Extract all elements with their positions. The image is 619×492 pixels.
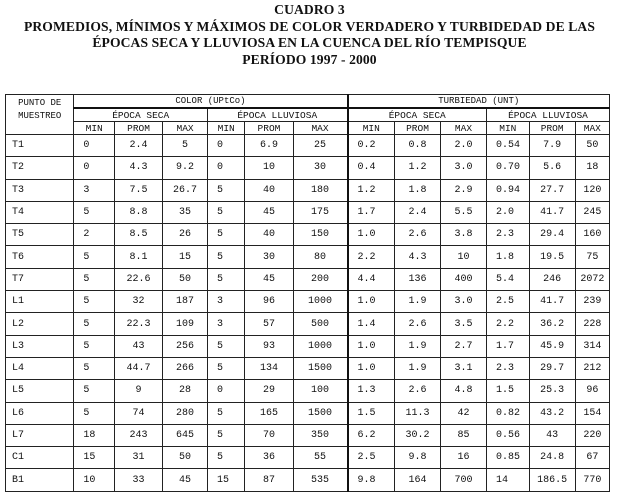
punto-header [6, 95, 74, 135]
value-cell: 67 [575, 447, 609, 469]
value-cell: 4.8 [441, 380, 487, 402]
value-cell: 2.5 [486, 291, 529, 313]
punto-line-1: PUNTO DE [18, 98, 62, 108]
col-prom: PROM [529, 122, 575, 135]
value-cell: 4.3 [395, 246, 441, 268]
value-cell: 3 [74, 179, 115, 201]
value-cell: 1.7 [348, 201, 395, 223]
col-min: MIN [74, 122, 115, 135]
value-cell: 0.54 [486, 135, 529, 157]
table-row [6, 335, 610, 357]
value-cell: 1.7 [486, 335, 529, 357]
punto-cell: T7 [6, 268, 74, 290]
value-cell: 0.8 [395, 135, 441, 157]
value-cell: 246 [529, 268, 575, 290]
value-cell: 3.1 [441, 357, 487, 379]
col-prom: PROM [115, 122, 163, 135]
table-row [6, 157, 610, 179]
value-cell: 228 [575, 313, 609, 335]
value-cell: 212 [575, 357, 609, 379]
table-row [6, 469, 610, 491]
value-cell: 187 [163, 291, 208, 313]
value-cell: 0.70 [486, 157, 529, 179]
value-cell: 8.5 [115, 224, 163, 246]
punto-cell: T1 [6, 135, 74, 157]
value-cell: 1000 [293, 335, 348, 357]
value-cell: 42 [441, 402, 487, 424]
value-cell: 1500 [293, 402, 348, 424]
value-cell: 74 [115, 402, 163, 424]
value-cell: 3.0 [441, 291, 487, 313]
caption-number: CUADRO 3 [274, 2, 345, 17]
value-cell: 3.8 [441, 224, 487, 246]
table-body [6, 135, 610, 492]
value-cell: 30.2 [395, 424, 441, 446]
value-cell: 2.5 [348, 447, 395, 469]
value-cell: 2.7 [441, 335, 487, 357]
value-cell: 1.8 [395, 179, 441, 201]
value-cell: 0.85 [486, 447, 529, 469]
value-cell: 150 [293, 224, 348, 246]
value-cell: 350 [293, 424, 348, 446]
value-cell: 5 [208, 402, 245, 424]
value-cell: 5 [74, 291, 115, 313]
color-seca-header: ÉPOCA SECA [74, 108, 208, 122]
value-cell: 1.0 [348, 291, 395, 313]
value-cell: 45 [163, 469, 208, 491]
table-row [6, 447, 610, 469]
value-cell: 2.3 [486, 357, 529, 379]
value-cell: 186.5 [529, 469, 575, 491]
value-cell: 175 [293, 201, 348, 223]
value-cell: 1.5 [348, 402, 395, 424]
value-cell: 3 [208, 291, 245, 313]
value-cell: 2.4 [395, 201, 441, 223]
value-cell: 9.8 [348, 469, 395, 491]
value-cell: 0 [208, 157, 245, 179]
value-cell: 1.2 [348, 179, 395, 201]
value-cell: 280 [163, 402, 208, 424]
value-cell: 2 [74, 224, 115, 246]
value-cell: 45 [245, 268, 293, 290]
value-cell: 15 [74, 447, 115, 469]
value-cell: 1000 [293, 291, 348, 313]
col-prom: PROM [245, 122, 293, 135]
table-row [6, 268, 610, 290]
value-cell: 40 [245, 179, 293, 201]
turbiedad-header: TURBIEDAD (UNT) [348, 95, 610, 109]
value-cell: 5 [208, 447, 245, 469]
value-cell: 5 [208, 335, 245, 357]
value-cell: 1500 [293, 357, 348, 379]
col-max: MAX [575, 122, 609, 135]
value-cell: 5 [74, 380, 115, 402]
value-cell: 10 [245, 157, 293, 179]
value-cell: 75 [575, 246, 609, 268]
value-cell: 5 [208, 201, 245, 223]
col-min: MIN [348, 122, 395, 135]
value-cell: 6.9 [245, 135, 293, 157]
punto-cell: B1 [6, 469, 74, 491]
punto-cell: T4 [6, 201, 74, 223]
value-cell: 0 [208, 135, 245, 157]
value-cell: 6.2 [348, 424, 395, 446]
table-row [6, 291, 610, 313]
punto-cell: T2 [6, 157, 74, 179]
value-cell: 29.4 [529, 224, 575, 246]
value-cell: 2.0 [441, 135, 487, 157]
value-cell: 18 [74, 424, 115, 446]
value-cell: 7.5 [115, 179, 163, 201]
value-cell: 266 [163, 357, 208, 379]
table-row [6, 313, 610, 335]
value-cell: 96 [575, 380, 609, 402]
value-cell: 1.0 [348, 335, 395, 357]
value-cell: 43 [529, 424, 575, 446]
value-cell: 5 [74, 357, 115, 379]
value-cell: 3 [208, 313, 245, 335]
value-cell: 41.7 [529, 201, 575, 223]
value-cell: 200 [293, 268, 348, 290]
value-cell: 5 [208, 357, 245, 379]
value-cell: 5 [208, 268, 245, 290]
value-cell: 31 [115, 447, 163, 469]
value-cell: 29 [245, 380, 293, 402]
value-cell: 50 [575, 135, 609, 157]
table-row [6, 424, 610, 446]
value-cell: 43 [115, 335, 163, 357]
value-cell: 45 [245, 201, 293, 223]
punto-line-2: MUESTREO [18, 111, 62, 121]
value-cell: 1.9 [395, 291, 441, 313]
color-header: COLOR (UPtCo) [74, 95, 348, 109]
value-cell: 85 [441, 424, 487, 446]
punto-cell: L2 [6, 313, 74, 335]
value-cell: 36.2 [529, 313, 575, 335]
value-cell: 70 [245, 424, 293, 446]
value-cell: 500 [293, 313, 348, 335]
value-cell: 2.6 [395, 380, 441, 402]
value-cell: 9.8 [395, 447, 441, 469]
value-cell: 22.6 [115, 268, 163, 290]
value-cell: 43.2 [529, 402, 575, 424]
col-max: MAX [163, 122, 208, 135]
value-cell: 164 [395, 469, 441, 491]
table-caption [0, 2, 619, 68]
value-cell: 5 [74, 268, 115, 290]
value-cell: 314 [575, 335, 609, 357]
value-cell: 2.3 [486, 224, 529, 246]
value-cell: 0.82 [486, 402, 529, 424]
value-cell: 19.5 [529, 246, 575, 268]
value-cell: 4.3 [115, 157, 163, 179]
punto-cell: L7 [6, 424, 74, 446]
value-cell: 35 [163, 201, 208, 223]
value-cell: 770 [575, 469, 609, 491]
value-cell: 0.94 [486, 179, 529, 201]
header-row-1 [6, 95, 610, 109]
value-cell: 0 [74, 157, 115, 179]
value-cell: 9 [115, 380, 163, 402]
value-cell: 245 [575, 201, 609, 223]
punto-cell: T3 [6, 179, 74, 201]
value-cell: 2.9 [441, 179, 487, 201]
value-cell: 16 [441, 447, 487, 469]
col-max: MAX [293, 122, 348, 135]
value-cell: 18 [575, 157, 609, 179]
value-cell: 2.0 [486, 201, 529, 223]
value-cell: 25.3 [529, 380, 575, 402]
value-cell: 45.9 [529, 335, 575, 357]
value-cell: 5 [74, 335, 115, 357]
punto-cell: T6 [6, 246, 74, 268]
table-row [6, 246, 610, 268]
value-cell: 243 [115, 424, 163, 446]
value-cell: 1.5 [486, 380, 529, 402]
value-cell: 7.9 [529, 135, 575, 157]
value-cell: 57 [245, 313, 293, 335]
value-cell: 5 [208, 179, 245, 201]
value-cell: 2.2 [486, 313, 529, 335]
value-cell: 165 [245, 402, 293, 424]
header-row-3 [6, 122, 610, 135]
value-cell: 5 [74, 313, 115, 335]
turb-seca-header: ÉPOCA SECA [348, 108, 487, 122]
value-cell: 2.2 [348, 246, 395, 268]
caption-line-1: PROMEDIOS, MÍNIMOS Y MÁXIMOS DE COLOR VERDADERO Y TURBIDEDAD DE LAS [23, 18, 595, 34]
value-cell: 0.2 [348, 135, 395, 157]
table-row [6, 224, 610, 246]
table-row [6, 201, 610, 223]
punto-cell: L5 [6, 380, 74, 402]
value-cell: 160 [575, 224, 609, 246]
value-cell: 535 [293, 469, 348, 491]
value-cell: 5.6 [529, 157, 575, 179]
value-cell: 50 [163, 268, 208, 290]
col-max: MAX [441, 122, 487, 135]
value-cell: 30 [245, 246, 293, 268]
value-cell: 15 [163, 246, 208, 268]
value-cell: 1.9 [395, 335, 441, 357]
value-cell: 5.5 [441, 201, 487, 223]
value-cell: 14 [486, 469, 529, 491]
value-cell: 154 [575, 402, 609, 424]
value-cell: 0 [74, 135, 115, 157]
value-cell: 134 [245, 357, 293, 379]
value-cell: 2.6 [395, 224, 441, 246]
value-cell: 96 [245, 291, 293, 313]
color-lluviosa-header: ÉPOCA LLUVIOSA [208, 108, 348, 122]
value-cell: 32 [115, 291, 163, 313]
value-cell: 0.56 [486, 424, 529, 446]
value-cell: 5 [74, 402, 115, 424]
value-cell: 5 [208, 246, 245, 268]
caption-period: PERÍODO 1997 - 2000 [242, 51, 377, 67]
caption-line-2: ÉPOCAS SECA Y LLUVIOSA EN LA CUENCA DEL RÍO TEMPISQUE [92, 35, 527, 50]
value-cell: 3.5 [441, 313, 487, 335]
value-cell: 109 [163, 313, 208, 335]
table-row [6, 357, 610, 379]
value-cell: 10 [441, 246, 487, 268]
value-cell: 700 [441, 469, 487, 491]
value-cell: 1.2 [395, 157, 441, 179]
table-row [6, 179, 610, 201]
value-cell: 8.8 [115, 201, 163, 223]
col-min: MIN [486, 122, 529, 135]
value-cell: 28 [163, 380, 208, 402]
header-row-2 [6, 108, 610, 122]
value-cell: 40 [245, 224, 293, 246]
value-cell: 87 [245, 469, 293, 491]
value-cell: 15 [208, 469, 245, 491]
value-cell: 2.6 [395, 313, 441, 335]
value-cell: 645 [163, 424, 208, 446]
value-cell: 93 [245, 335, 293, 357]
value-cell: 4.4 [348, 268, 395, 290]
value-cell: 239 [575, 291, 609, 313]
punto-cell: L1 [6, 291, 74, 313]
value-cell: 3.0 [441, 157, 487, 179]
value-cell: 11.3 [395, 402, 441, 424]
turb-lluviosa-header: ÉPOCA LLUVIOSA [486, 108, 609, 122]
value-cell: 2.4 [115, 135, 163, 157]
punto-cell: L4 [6, 357, 74, 379]
punto-cell: L6 [6, 402, 74, 424]
punto-cell: L3 [6, 335, 74, 357]
value-cell: 5 [163, 135, 208, 157]
value-cell: 1.9 [395, 357, 441, 379]
value-cell: 220 [575, 424, 609, 446]
value-cell: 33 [115, 469, 163, 491]
value-cell: 1.0 [348, 357, 395, 379]
punto-cell: C1 [6, 447, 74, 469]
table-row [6, 135, 610, 157]
value-cell: 100 [293, 380, 348, 402]
value-cell: 80 [293, 246, 348, 268]
value-cell: 36 [245, 447, 293, 469]
value-cell: 120 [575, 179, 609, 201]
value-cell: 256 [163, 335, 208, 357]
value-cell: 10 [74, 469, 115, 491]
value-cell: 29.7 [529, 357, 575, 379]
value-cell: 400 [441, 268, 487, 290]
value-cell: 180 [293, 179, 348, 201]
col-min: MIN [208, 122, 245, 135]
value-cell: 5.4 [486, 268, 529, 290]
value-cell: 136 [395, 268, 441, 290]
value-cell: 44.7 [115, 357, 163, 379]
value-cell: 27.7 [529, 179, 575, 201]
value-cell: 55 [293, 447, 348, 469]
value-cell: 1.3 [348, 380, 395, 402]
value-cell: 26 [163, 224, 208, 246]
data-table [5, 94, 610, 492]
value-cell: 1.4 [348, 313, 395, 335]
value-cell: 1.0 [348, 224, 395, 246]
value-cell: 5 [208, 424, 245, 446]
value-cell: 24.8 [529, 447, 575, 469]
value-cell: 5 [74, 246, 115, 268]
punto-cell: T5 [6, 224, 74, 246]
value-cell: 26.7 [163, 179, 208, 201]
value-cell: 2072 [575, 268, 609, 290]
table-row [6, 380, 610, 402]
value-cell: 50 [163, 447, 208, 469]
value-cell: 9.2 [163, 157, 208, 179]
col-prom: PROM [395, 122, 441, 135]
value-cell: 30 [293, 157, 348, 179]
value-cell: 22.3 [115, 313, 163, 335]
value-cell: 25 [293, 135, 348, 157]
table-row [6, 402, 610, 424]
value-cell: 0.4 [348, 157, 395, 179]
value-cell: 1.8 [486, 246, 529, 268]
value-cell: 5 [74, 201, 115, 223]
value-cell: 8.1 [115, 246, 163, 268]
value-cell: 41.7 [529, 291, 575, 313]
value-cell: 5 [208, 224, 245, 246]
value-cell: 0 [208, 380, 245, 402]
